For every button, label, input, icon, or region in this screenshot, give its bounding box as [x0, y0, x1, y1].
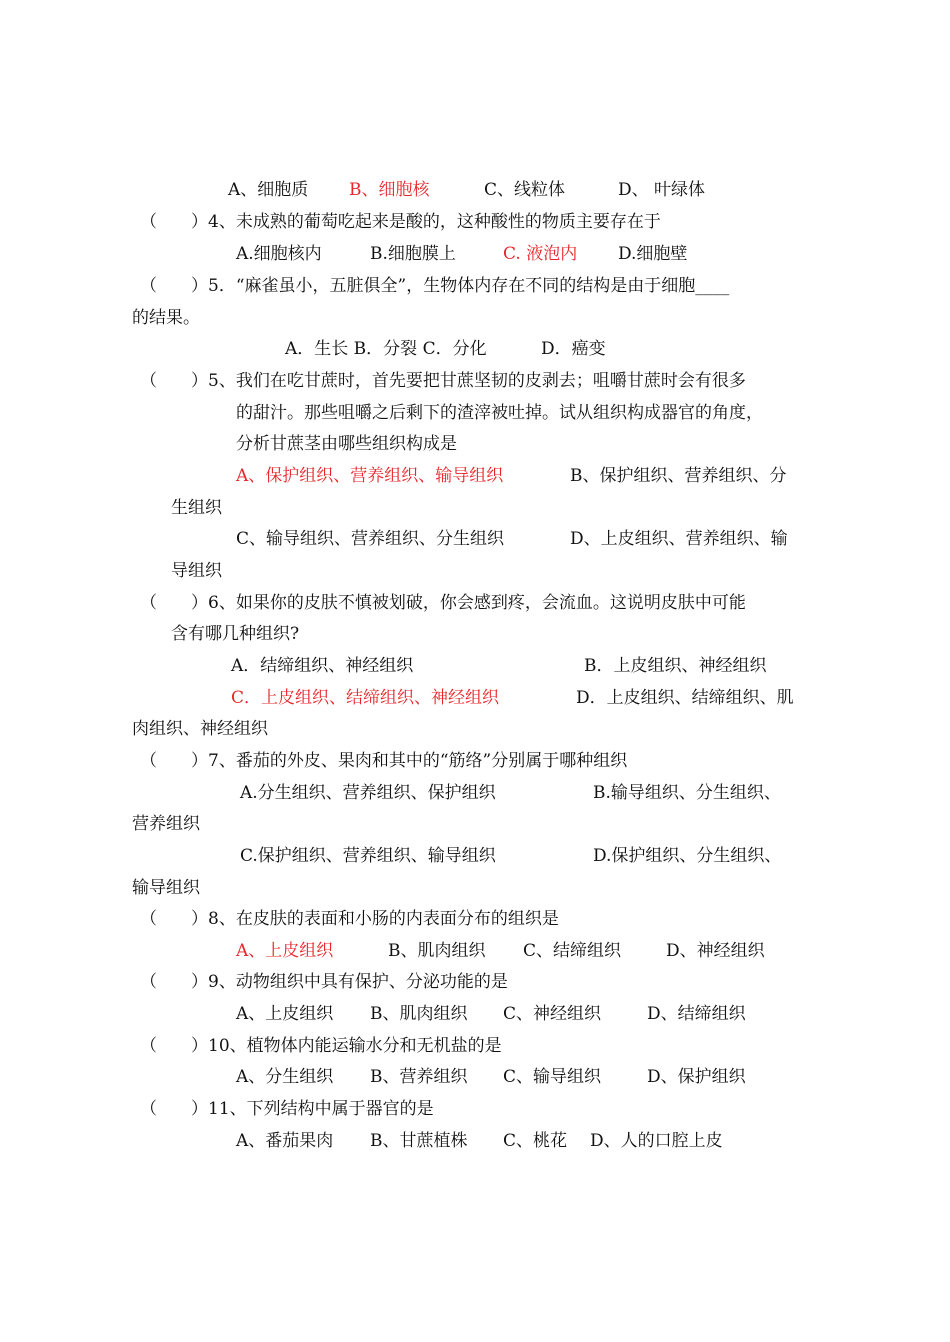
question-text: （ ）5、我们在吃甘蔗时，首先要把甘蔗坚韧的皮剥去；咀嚼甘蔗时会有很多 [140, 371, 746, 391]
option-text: B.输导组织、分生组织、 [593, 783, 781, 803]
option-text: C、输导组织 [503, 1067, 602, 1087]
answer-text: A、上皮组织 [236, 941, 334, 961]
option-text: A、分生组织 [236, 1067, 334, 1087]
option-text: B.细胞膜上 [370, 244, 456, 264]
option-text: C、输导组织、营养组织、分生组织 [236, 529, 505, 549]
option-text: D．上皮组织、结缔组织、肌 [576, 688, 794, 708]
option-text: C、桃花 [503, 1131, 568, 1151]
option-text: B、肌肉组织 [388, 941, 486, 961]
option-text: D.细胞壁 [618, 244, 688, 264]
option-text: C、结缔组织 [523, 941, 622, 961]
question-text: 导组织 [171, 561, 222, 581]
question-text: （ ）10、植物体内能运输水分和无机盐的是 [140, 1036, 502, 1056]
option-text: A.细胞核内 [236, 244, 322, 264]
option-text: B、甘蔗植株 [370, 1131, 468, 1151]
option-text: C、神经组织 [503, 1004, 602, 1024]
option-text: D、人的口腔上皮 [590, 1131, 723, 1151]
option-text: D．癌变 [541, 339, 606, 359]
option-text: D、上皮组织、营养组织、输 [570, 529, 788, 549]
question-text: （ ）7、番茄的外皮、果肉和其中的“筋络”分别属于哪种组织 [140, 751, 628, 771]
question-text: 营养组织 [132, 814, 200, 834]
question-text: （ ）9、动物组织中具有保护、分泌功能的是 [140, 972, 508, 992]
option-text: B、营养组织 [370, 1067, 468, 1087]
answer-text: C. 液泡内 [503, 244, 578, 264]
option-text: A、上皮组织 [236, 1004, 334, 1024]
option-text: A．结缔组织、神经组织 [231, 656, 414, 676]
question-text: 肉组织、神经组织 [132, 719, 268, 739]
question-text: （ ）4、未成熟的葡萄吃起来是酸的，这种酸性的物质主要存在于 [140, 212, 661, 232]
option-text: B、肌肉组织 [370, 1004, 468, 1024]
option-text: B．上皮组织、神经组织 [584, 656, 767, 676]
answer-text: C．上皮组织、结缔组织、神经组织 [231, 688, 500, 708]
answer-text: B、细胞核 [349, 180, 430, 200]
option-text: D、 叶绿体 [618, 180, 706, 200]
answer-text: A、保护组织、营养组织、输导组织 [236, 466, 504, 486]
option-text: A、番茄果肉 [236, 1131, 334, 1151]
option-text: D、神经组织 [666, 941, 765, 961]
option-text: C、线粒体 [484, 180, 566, 200]
option-text: D.保护组织、分生组织、 [593, 846, 782, 866]
option-text: A．生长 B．分裂 C．分化 [285, 339, 487, 359]
question-text: 输导组织 [132, 878, 200, 898]
option-text: D、结缔组织 [647, 1004, 746, 1024]
option-text: C.保护组织、营养组织、输导组织 [240, 846, 496, 866]
option-text: B、保护组织、营养组织、分 [570, 466, 787, 486]
question-text: （ ）5．“麻雀虽小，五脏俱全”，生物体内存在不同的结构是由于细胞____ [140, 276, 730, 296]
option-text: A.分生组织、营养组织、保护组织 [240, 783, 496, 803]
question-text: 生组织 [171, 498, 222, 518]
option-text: A、细胞质 [228, 180, 309, 200]
question-text: （ ）8、在皮肤的表面和小肠的内表面分布的组织是 [140, 909, 559, 929]
question-text: 的甜汁。那些咀嚼之后剩下的渣滓被吐掉。试从组织构成器官的角度， [236, 403, 763, 423]
question-text: （ ）6、如果你的皮肤不慎被划破，你会感到疼，会流血。这说明皮肤中可能 [140, 593, 746, 613]
question-text: 含有哪几种组织? [171, 624, 300, 644]
question-text: 分析甘蔗茎由哪些组织构成是 [236, 434, 457, 454]
question-text: （ ）11、下列结构中属于器官的是 [140, 1099, 434, 1119]
question-text: 的结果。 [132, 308, 200, 328]
option-text: D、保护组织 [647, 1067, 746, 1087]
